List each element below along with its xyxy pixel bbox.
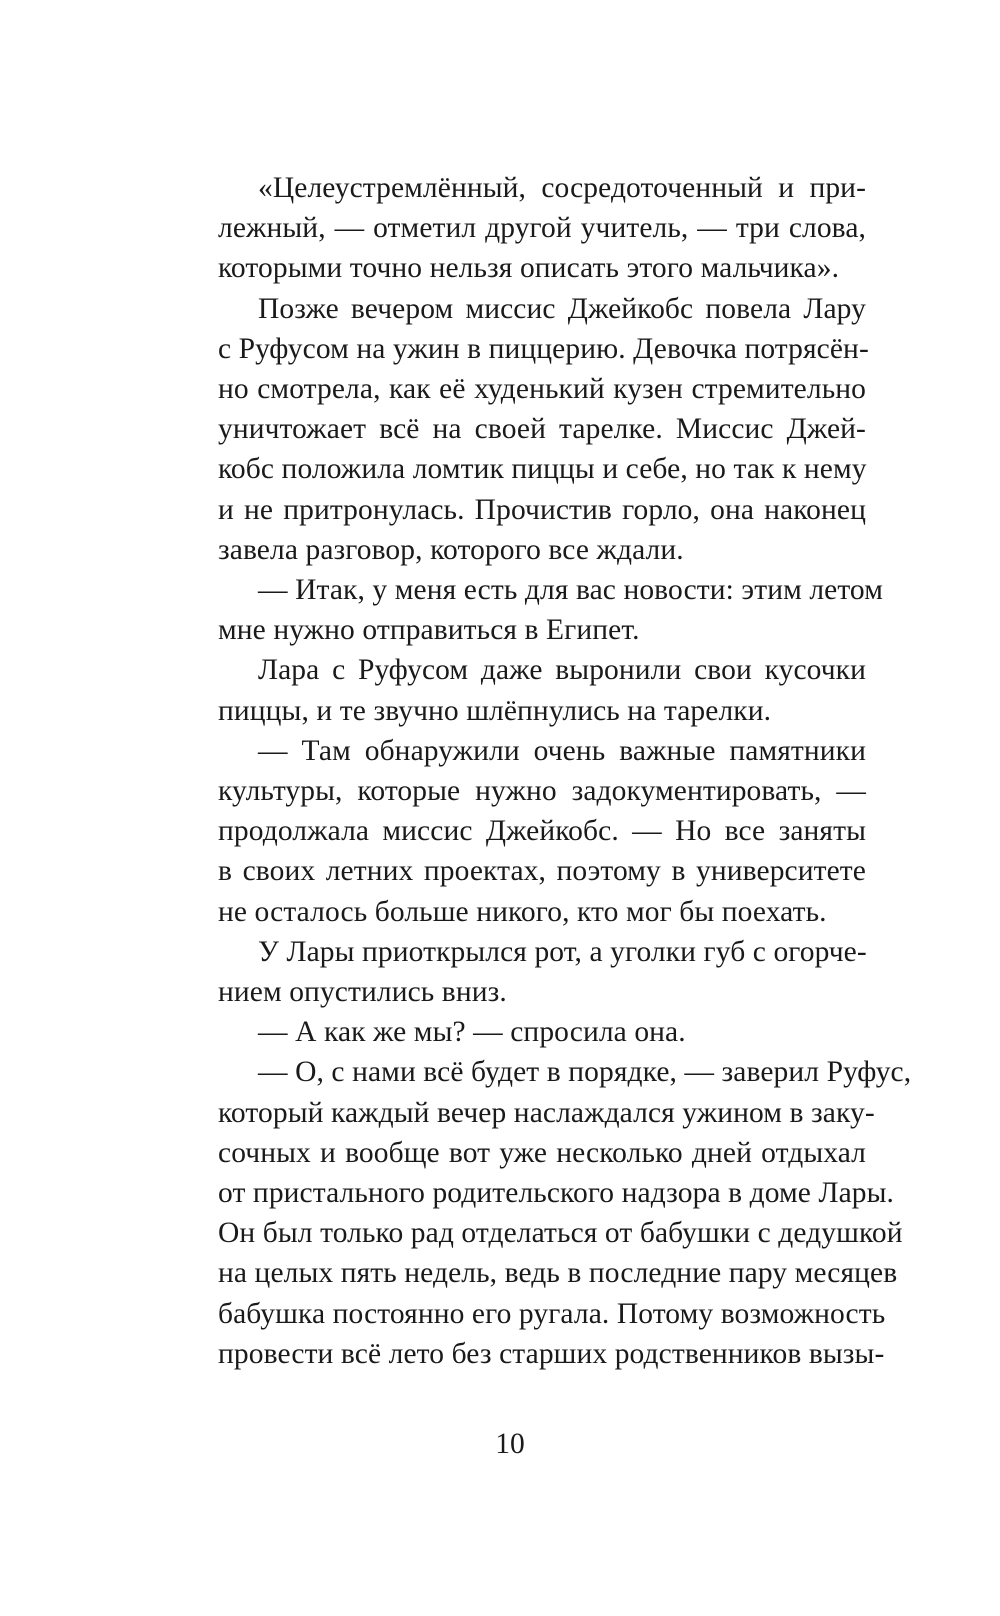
text-line: провести всё лето без старших родственников вызы- [218, 1337, 885, 1370]
paragraph-8 [178, 1052, 912, 1374]
text-line: которыми точно нельзя описать этого мальчика». [218, 252, 840, 285]
text-line: пиццы, и те звучно шлёпнулись на тарелки. [218, 694, 772, 727]
text-line: и не притронулась. Прочистив горло, она наконец [218, 493, 866, 526]
text-line: — Итак, у меня есть для вас новости: этим летом [258, 574, 883, 607]
paragraph-1 [178, 168, 866, 289]
text-line: бабушка постоянно его ругала. Потому возможность [218, 1297, 886, 1330]
text-line: кобс положила ломтик пиццы и себе, но так к нему [218, 453, 867, 486]
paragraph-7 [178, 1012, 866, 1052]
text-line: лежный, — отметил другой учитель, — три слова, [218, 212, 866, 245]
text-line: с Руфусом на ужин в пиццерию. Девочка потрясён- [218, 332, 869, 365]
text-line: — А как же мы? — спросила она. [258, 1016, 686, 1049]
text-line: — Там обнаружили очень важные памятники [258, 734, 866, 767]
text-line: сочных и вообще вот уже несколько дней отдыхал [218, 1136, 866, 1169]
text-line: но смотрела, как её худенький кузен стремительно [218, 373, 866, 406]
page-number: 10 [495, 1428, 525, 1460]
text-line: У Лары приоткрылся рот, а уголки губ с огорче- [258, 935, 867, 968]
text-line: «Целеустремлённый, сосредоточенный и при- [258, 172, 866, 204]
text-line: — О, с нами всё будет в порядке, — заверил Руфус, [258, 1056, 912, 1089]
text-line: мне нужно отправиться в Египет. [218, 614, 640, 647]
text-line: от пристального родительского надзора в доме Лары. [218, 1177, 895, 1210]
text-line: завела разговор, которого все ждали. [218, 533, 684, 566]
text-line: Он был только рад отделаться от бабушки с дедушкой [218, 1217, 903, 1250]
page-body [178, 168, 912, 1374]
text-line: нием опустились вниз. [218, 976, 507, 1009]
text-line: не осталось больше никого, кто мог бы поехать. [218, 895, 827, 928]
paragraph-6 [178, 932, 866, 1012]
paragraph-3 [178, 570, 883, 650]
text-line: который каждый вечер наслаждался ужином в заку- [218, 1096, 875, 1129]
text-line: продолжала миссис Джейкобс. — Но все заняты [218, 815, 866, 848]
text-line: культуры, которые нужно задокументировать, — [218, 775, 866, 808]
text-line: Позже вечером миссис Джейкобс повела Лару [258, 292, 866, 325]
paragraph-4 [178, 650, 866, 730]
text-line: в своих летних проектах, поэтому в университете [218, 855, 866, 888]
paragraph-2 [178, 289, 869, 570]
text-line: на целых пять недель, ведь в последние пару месяцев [218, 1257, 898, 1290]
text-line: уничтожает всё на своей тарелке. Миссис Джей- [218, 413, 866, 446]
paragraph-5 [178, 731, 866, 932]
text-line: Лара с Руфусом даже выронили свои кусочки [258, 654, 866, 687]
